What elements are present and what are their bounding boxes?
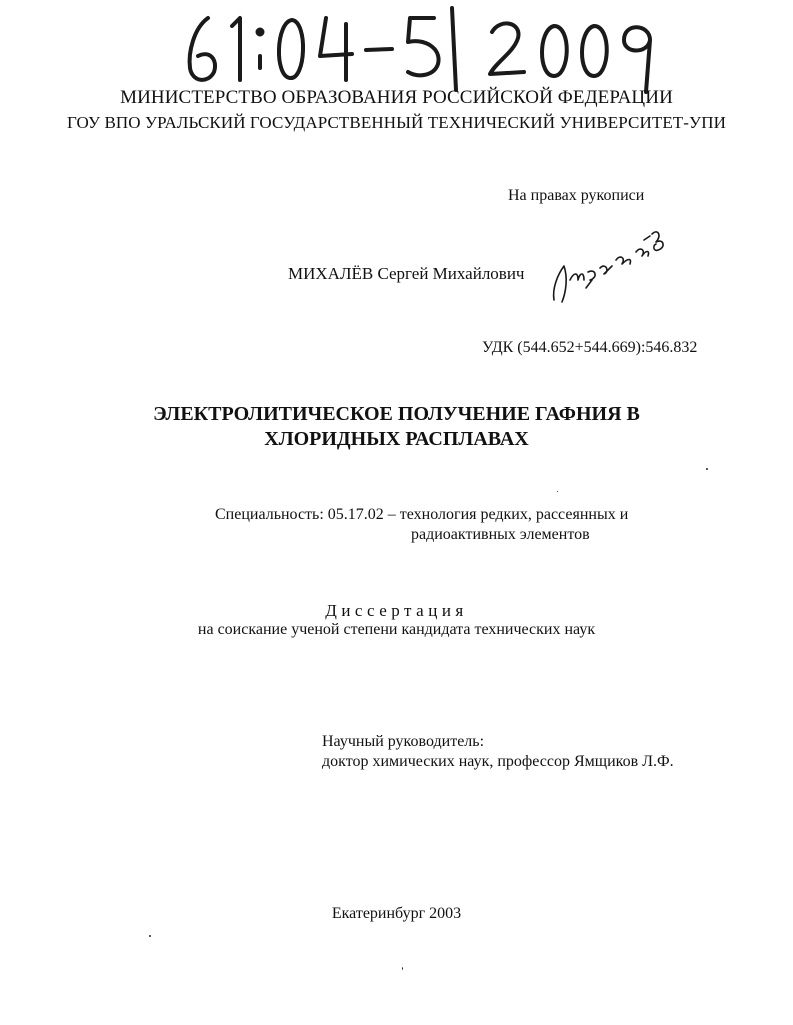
- supervisor-name: доктор химических наук, профессор Ямщиков Л.Ф.: [322, 753, 674, 770]
- dissertation-purpose: на соискание ученой степени кандидата технических наук: [197, 621, 596, 638]
- specialty-line-1: Специальность: 05.17.02 – технология редких, рассеянных и: [215, 506, 629, 523]
- specialty-line-2: радиоактивных элементов: [411, 526, 590, 543]
- supervisor-label: Научный руководитель:: [322, 733, 485, 750]
- handwritten-shelfmark: [180, 4, 680, 94]
- scan-speck: [149, 935, 151, 937]
- university-heading: ГОУ ВПО УРАЛЬСКИЙ ГОСУДАРСТВЕННЫЙ ТЕХНИЧЕСКИЙ УНИВЕРСИТЕТ-УПИ: [67, 113, 726, 132]
- dissertation-label: Диссертация: [325, 601, 468, 620]
- dissertation-title: [0, 402, 793, 452]
- scan-speck: [402, 967, 403, 970]
- title-line-2: ХЛОРИДНЫХ РАСПЛАВАХ: [264, 428, 529, 450]
- city-year: Екатеринбург 2003: [331, 905, 462, 922]
- scan-speck: [706, 468, 708, 470]
- scan-speck: [557, 491, 558, 492]
- rights-note: На правах рукописи: [508, 187, 645, 204]
- author-signature: [540, 222, 680, 308]
- author-name: МИХАЛЁВ Сергей Михайлович: [288, 264, 525, 283]
- title-line-1: ЭЛЕКТРОЛИТИЧЕСКОЕ ПОЛУЧЕНИЕ ГАФНИЯ В: [153, 403, 640, 425]
- ministry-heading: МИНИСТЕРСТВО ОБРАЗОВАНИЯ РОССИЙСКОЙ ФЕДЕРАЦИИ: [120, 87, 673, 108]
- udc-code: УДК (544.652+544.669):546.832: [482, 339, 698, 356]
